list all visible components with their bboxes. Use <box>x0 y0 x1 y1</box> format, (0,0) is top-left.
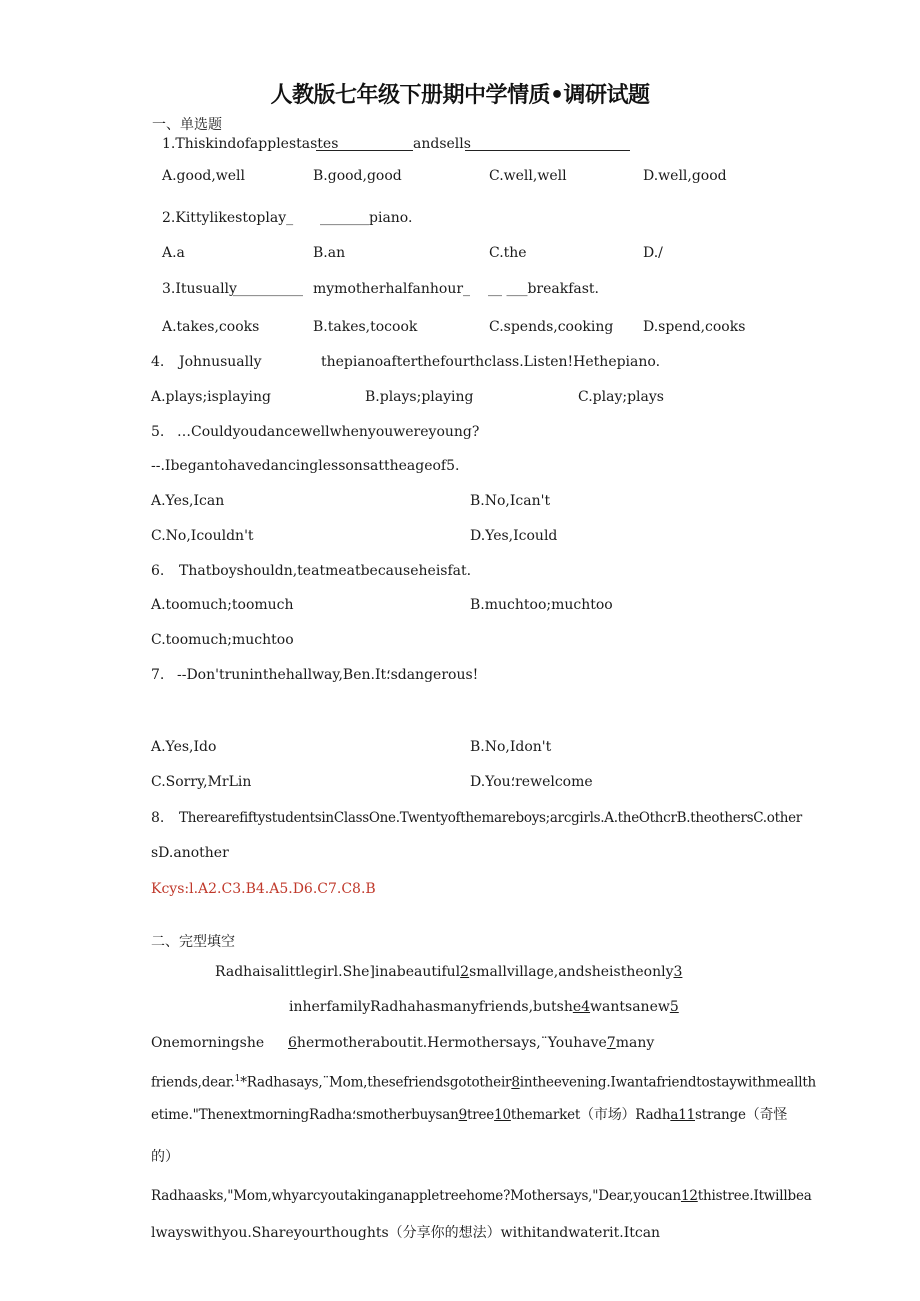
cloze-blank-number: 7 <box>606 1035 616 1051</box>
cloze-line-5 <box>151 1106 787 1124</box>
cloze-text: Radhaisalittlegirl.She]inabeautiful <box>215 964 461 980</box>
cloze-text: wantsanew <box>590 999 670 1015</box>
page-title: 人教版七年级下册期中学情质•调研试题 <box>270 83 650 108</box>
q1-blank-1 <box>316 150 413 151</box>
cloze-blank-number: 12 <box>680 1188 698 1204</box>
cloze-text: lwayswithyou.Shareyourthoughts <box>151 1225 389 1241</box>
section-heading-single-choice: 一、单选题 <box>152 117 222 133</box>
cloze-line-1 <box>215 963 682 981</box>
q8-stem-line2: sD.another <box>151 845 229 861</box>
cloze-blank-number: 2 <box>460 964 470 980</box>
cloze-blank-number: 6 <box>288 1035 297 1051</box>
q3-stem-blank: __________ <box>233 281 303 297</box>
q3-stem-part2: mymotherhalfanhour_ <box>313 281 471 297</box>
q5-option-a: A.Yes,Ican <box>151 493 225 509</box>
q5-stem: …Couldyoudancewellwhenyouwereyoung? <box>177 424 480 440</box>
cloze-blank-number: 8 <box>511 1074 520 1091</box>
q3-option-d: D.spend,cooks <box>643 319 746 335</box>
cloze-blank-number: 3 <box>673 964 683 980</box>
q6-option-c: C.toomuch;muchtoo <box>151 632 294 648</box>
q4-option-b: B.plays;playing <box>365 389 474 405</box>
cloze-text: intheevening.Iwantafriendtostaywithmeallth <box>519 1074 817 1091</box>
cloze-gloss: （奇怪 <box>745 1107 788 1123</box>
q1-stem-part2: andsells <box>413 136 471 152</box>
cloze-text: etime."ThenextmorningRadha؛smotherbuysan <box>151 1107 459 1123</box>
cloze-gloss: （市场） <box>580 1107 636 1123</box>
q3-option-c: C.spends,cooking <box>489 319 614 335</box>
q5-option-c: C.No,Icouldn't <box>151 528 254 544</box>
q2-option-b: B.an <box>313 245 346 261</box>
q4-stem-part1: Johnusually <box>179 354 262 370</box>
cloze-text: Radhaasks,"Mom,whyarcyoutakinganappletreehome?Mothersays,"Dear,youcan <box>151 1188 681 1204</box>
q6-option-b: B.muchtoo;muchtoo <box>470 597 613 613</box>
cloze-blank-number: 9 <box>458 1107 468 1123</box>
cloze-text: withitandwaterit.Itcan <box>500 1225 661 1241</box>
cloze-text: friends,dear. <box>151 1074 235 1091</box>
q3-option-b: B.takes,tocook <box>313 319 418 335</box>
q7-option-c: C.Sorry,MrLin <box>151 774 252 790</box>
cloze-text: *Radhasays,¨Mom,thesefriendsgototheir <box>240 1074 512 1091</box>
cloze-blank-number: 5 <box>669 999 679 1015</box>
cloze-text: Radh <box>635 1107 671 1123</box>
q1-option-b: B.good,good <box>313 168 402 184</box>
q7-option-d: D.You؛rewelcome <box>470 774 593 790</box>
q7-option-b: B.No,Idon't <box>470 739 552 755</box>
q5-reply: --.Ibegantohavedancinglessonsattheageof5. <box>151 458 460 474</box>
q6-number: 6. <box>151 563 165 579</box>
q1-option-d: D.well,good <box>643 168 727 184</box>
q5-option-d: D.Yes,Icould <box>470 528 558 544</box>
superscript-mark: 1 <box>234 1074 241 1084</box>
q2-stem-part2: _______piano. <box>320 210 413 226</box>
cloze-line-3b <box>288 1034 654 1052</box>
q8-stem-line1: Therearefiftystudentsin​ClassOne.Twentyofthemareboys;arcgirls.A.theOthcrB.theothersC.other <box>179 810 802 826</box>
cloze-gloss: （分享你的想法） <box>388 1225 501 1241</box>
section-heading-cloze: 二、完型填空 <box>151 934 235 950</box>
cloze-text: tree <box>467 1107 495 1123</box>
q7-stem: --Don'truninthehallway,Ben.It؛sdangerous! <box>177 667 479 683</box>
cloze-text: strange <box>695 1107 746 1123</box>
q1-blank-2 <box>465 150 630 151</box>
cloze-blank-number: e4 <box>572 999 591 1015</box>
q4-option-a: A.plays;isplaying <box>151 389 271 405</box>
q8-number: 8. <box>151 810 165 826</box>
cloze-blank-number: 10 <box>494 1107 511 1123</box>
cloze-text: thistree.Itwillbea <box>697 1188 812 1204</box>
q5-option-b: B.No,Ican't <box>470 493 551 509</box>
answer-keys: Kcys:l.A2.C3.B4.A5.D6.C7.C8.B <box>151 881 376 897</box>
cloze-text: themarket <box>510 1107 581 1123</box>
q7-number: 7. <box>151 667 165 683</box>
q3-option-a: A.takes,cooks <box>162 319 260 335</box>
cloze-line-4 <box>151 1070 816 1092</box>
q3-stem-part3: __ ___breakfast. <box>488 281 600 297</box>
q2-option-d: D./ <box>643 245 663 261</box>
cloze-text: hermotheraboutit.Hermothersays,¨Youhave <box>296 1035 607 1051</box>
cloze-line-2 <box>289 998 679 1016</box>
q1-option-a: A.good,well <box>162 168 246 184</box>
q1-option-c: C.well,well <box>489 168 567 184</box>
q2-option-c: C.the <box>489 245 527 261</box>
q2-option-a: A.a <box>162 245 185 261</box>
cloze-text: inherfamilyRadhahasmanyfriends,butsh <box>289 999 573 1015</box>
cloze-line-6: 的） <box>151 1149 179 1165</box>
q6-option-a: A.toomuch;toomuch <box>151 597 294 613</box>
cloze-line-7 <box>151 1187 812 1205</box>
q7-option-a: A.Yes,Ido <box>151 739 217 755</box>
cloze-line-8 <box>151 1224 660 1242</box>
q6-stem: Thatboyshouldn,teatmeatbecauseheisfat. <box>179 563 472 579</box>
cloze-blank-number: a11 <box>670 1107 695 1123</box>
q2-stem-part1: 2.Kittylikestoplay_ <box>162 210 294 226</box>
q3-stem-part1: 3.Itusually <box>162 281 237 297</box>
q5-number: 5. <box>151 424 165 440</box>
cloze-text: smallvillage,andsheistheonly <box>469 964 674 980</box>
q4-stem-part2: thepianoafterthefourthclass.Listen!Hethepiano. <box>321 354 661 370</box>
q1-stem-part1: 1.Thiskindofapplestastes <box>162 136 339 152</box>
cloze-line-3a: Onemorningshe <box>151 1035 265 1051</box>
q4-number: 4. <box>151 354 165 370</box>
cloze-text: many <box>615 1035 655 1051</box>
q4-option-c: C.play;plays <box>578 389 664 405</box>
